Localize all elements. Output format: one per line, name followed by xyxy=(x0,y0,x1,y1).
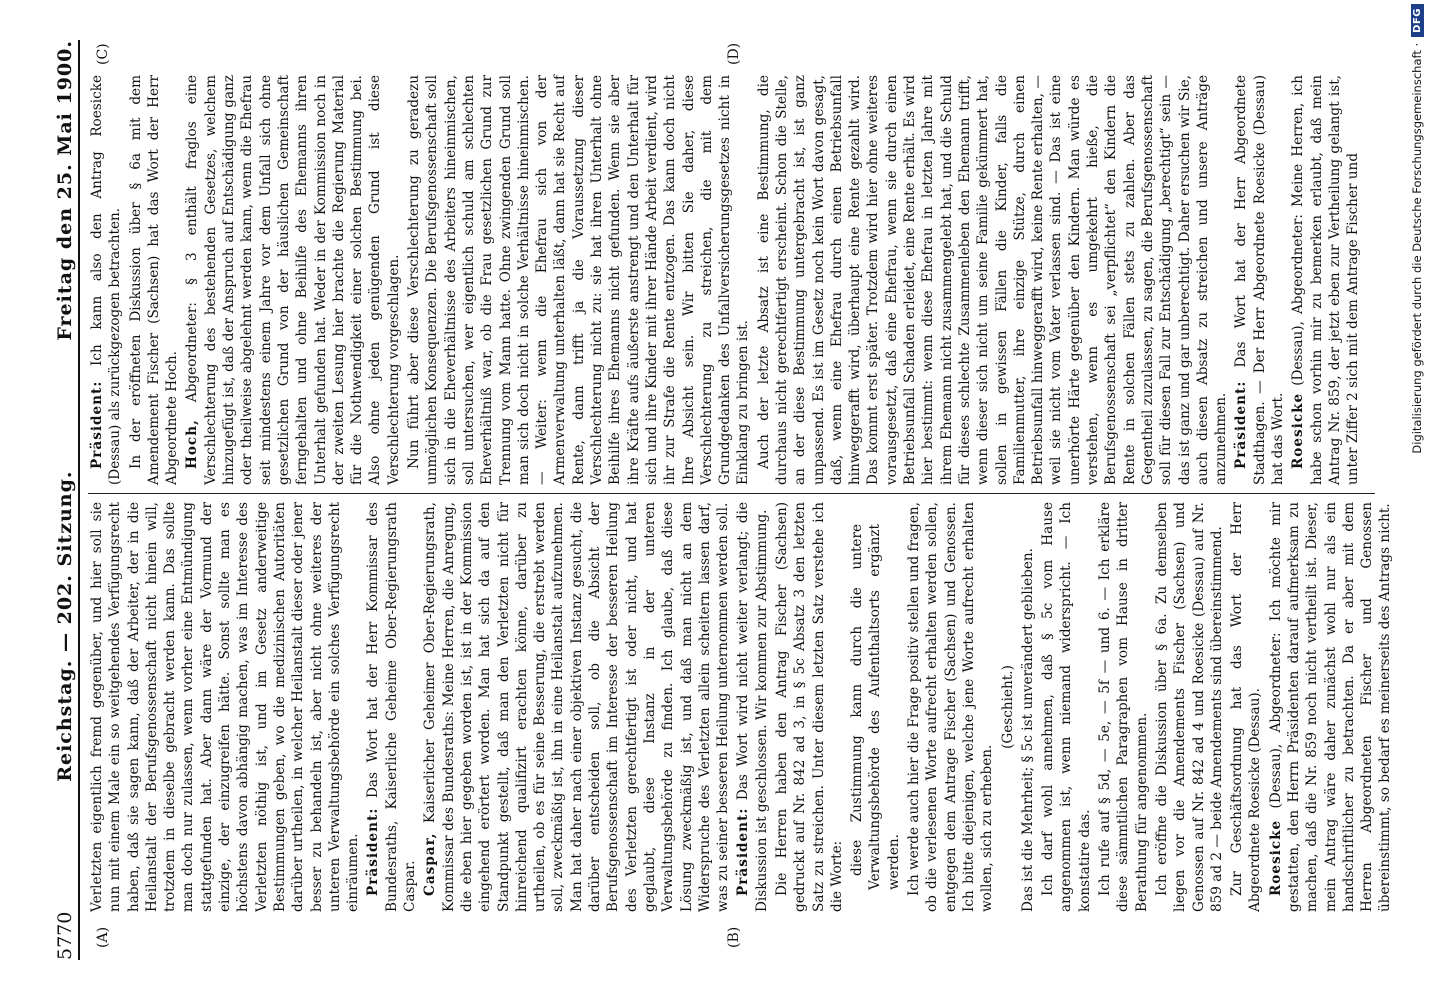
paragraph-text: Das ist die Mehrheit; § 5c ist unverändert geblieben. xyxy=(1019,548,1036,912)
paragraph xyxy=(364,502,419,912)
paragraph xyxy=(1039,502,1094,912)
right-text-column xyxy=(88,75,1375,485)
paragraph-text: (Dessau), Abgeordneter: Meine Herren, ich habe schon vorhin mir zu bemerken erlaubt, daß mein Antrag Nr. 859, der jetzt eben zur Vertheilung gelangt ist, unter Ziffer 2 sich mit dem Antrage Fischer und xyxy=(1290,75,1362,485)
session-title: Reichstag. — 202. Sitzung. xyxy=(54,470,76,782)
paragraph xyxy=(88,502,362,912)
paragraph xyxy=(1019,502,1037,912)
margin-marker-d: (D) xyxy=(726,42,742,65)
speaker-name: Caspar, xyxy=(422,832,439,896)
speaker-name: Präsident: xyxy=(1233,380,1250,469)
paragraph xyxy=(999,502,1017,912)
paragraph xyxy=(1096,502,1151,912)
speaker-name: Roesicke xyxy=(1290,392,1307,469)
paragraph xyxy=(1153,502,1226,912)
paragraph xyxy=(88,75,125,485)
paragraph-text: Auch der letzte Absatz ist eine Bestimmung, die durchaus nicht gerechtfertigt erscheint. Schon die Stelle, an der diese Bestimmung untergebracht ist, ist ganz unpassend. Es ist im Gesetz noch kein Wort davon gesagt, daß, wenn eine Ehefrau durch einen Betriebsunfall hinweggerafft wird, überhaupt eine Rente gezahlt wird. Das kommt erst später. Trotzdem wird hier ohne weiteres vorausgesetzt, daß eine Ehefrau, wenn sie durch einen Betriebsunfall Schaden erleidet, eine Rente erhält. Es wird hier bestimmt: wenn diese Ehefrau in letzten Jahre mit ihrem Ehemann nicht zusammengelebt hat, und die Schuld für dieses schlechte Zusammenleben den Ehemann trifft, wenn dieser sich nicht um seine Familie gekümmert hat, sollen in gewissen Fällen die Kinder, falls die Familienmutter, ihre einzige Stütze, durch einen Betriebsunfall hinweggerafft wird, keine Rente erhalten, — weil sie nicht vom Vater verlassen sind. — Das ist eine unerhörte Härte gegenüber den Kindern. Man würde es verstehen, wenn es umgekehrt hieße, die Berufsgenossenschaft sei „verpflichtet“ den Kindern die Rente in solchen Fällen stets zu zahlen. Aber das Gegentheil zuzulassen, zu sagen, die Berufsgenossenschaft soll für diesen Fall zur Entschädigung „berechtigt“ sein — das ist ganz und gar unberechtigt. Daher ersuchen wir Sie, auch diesen Absatz zu streichen und unsere Anträge anzunehmen. xyxy=(755,75,1230,485)
paragraph-text: Nun führt aber diese Verschlechterung zu geradezu unmöglichen Konsequenzen. Die Berufsgenossenschaft soll sich in die Eheverhältnisse des Arbeiters hineinmischen, soll untersuchen, wer eigentlich schuld am schlechten Eheverhältniß war, ob die Frau gesetzlichen Grund zur Trennung vom Mann hatte. Ohne zwingenden Grund soll man sich doch nicht in solche Verhältnisse hineinmischen. — Weiter: wenn die Ehefrau sich von der Armenverwaltung unterhalten läßt, dann hat sie Recht auf Rente, dann trifft ja die Voraussetzung dieser Verschlechterung nicht zu: sie hat ihren Unterhalt ohne Beihilfe ihres Ehemanns nicht gefunden. Wenn sie aber ihre Kräfte aufs äußerste anstrengt und den Unterhalt für sich und ihre Kinder mit ihrer Hände Arbeit verdient, wird ihr zur Strafe die Rente entzogen. Das kann doch nicht Ihre Absicht sein. Wir bitten Sie daher, diese Verschlechterung zu streichen, die mit dem Grundgedanken des Unfallversicherungsgesetzes nicht in Einklang zu bringen ist. xyxy=(406,75,752,485)
paragraph-text: (Dessau), Abgeordneter: Ich möchte mir gestatten, den Herrn Präsidenten darauf aufmerksam zu machen, daß die Nr. 859 noch nicht vertheilt ist. Dieser, mein Antrag wäre daher zunächst wohl nur als ein handschriftlicher zu betrachten. Da er aber mit dem Herren Abgeordneten Fischer und Genossen übereinstimmt, so bedarf es meinerseits des Antrags nicht. xyxy=(1267,502,1394,912)
paragraph-text: Das Wort hat der Herr Abgeordnete Stadthagen. — Der Herr Abgeordnete Roesicke (Dessau) hat das Wort. xyxy=(1233,75,1286,485)
paragraph xyxy=(1289,75,1362,485)
left-text-column xyxy=(88,502,1394,912)
paragraph xyxy=(1228,502,1265,912)
paragraph-text: Kaiserlicher Geheimer Ober-Regierungsrath, Kommissar des Bundesraths: Meine Herren, die Anregung, die eben hier gegeben worden ist, ist in der Kommission eingehend erörtert worden. Man hat sich da auf den Standpunkt gestellt, daß man den Verletzten nicht für hinreichend qualifizirt erachten könne, darüber zu urtheilen, ob es für seine Besserung, die erstrebt werden soll, zweckmäßig ist, ihn in eine Heilanstalt aufzunehmen. Man hat daher nach einer objektiven Instanz gesucht, die darüber entscheiden soll, ob die Absicht der Berufsgenossenschaft im Interesse der besseren Heilung des Verletzten gerechtfertigt ist oder nicht, und hat geglaubt, diese Instanz in der unteren Verwaltungsbehörde zu finden. Ich glaube, daß diese Lösung zweckmäßig ist, und daß man nicht an dem Widerspruche des Verletzten allein scheitern lassen darf, was zu seiner besseren Heilung unternommen werden soll. xyxy=(422,502,732,912)
paragraph-text: Abgeordneter: § 3 enthält fraglos eine Verschlechterung des bestehenden Gesetzes, welchem hinzugefügt ist, daß der Anspruch auf Entschädigung ganz oder theilweise abgelehnt werden kann, wenn die Ehefrau seit mindestens einem Jahre vor dem Unfall sich ohne gesetzlichen Grund von der häuslichen Gemeinschaft ferngehalten und ohne Beihilfe des Ehemanns ihren Unterhalt gefunden hat. Weder in der Kommission noch in der zweiten Lesung hier brachte die Regierung Material für die Nothwendigkeit einer solchen Bestimmung bei. Also ohne jeden genügenden Grund ist diese Verschlechterung vorgeschlagen. xyxy=(184,75,402,485)
digitization-credit xyxy=(1400,0,1434,1000)
paragraph xyxy=(755,75,1231,485)
column-divider xyxy=(88,493,1375,494)
paragraph-text: In der eröffneten Diskussion über § 6a mit dem Amendement Fischer (Sachsen) hat das Wort der Herr Abgeordnete Hoch. xyxy=(127,75,181,485)
paragraph-text: Das Wort wird nicht weiter verlangt; die Diskussion ist geschlossen. Wir kommen zur Abstimmung. xyxy=(735,502,770,912)
paragraph-text: Ich darf wohl annehmen, daß § 5c vom Hause angenommen ist, wenn niemand widerspricht. — Ich konstatire das. xyxy=(1040,502,1093,912)
paragraph-text: Ich rufe auf § 5d, — 5e, — 5f — und 6. — Ich erkläre diese sämmtlichen Paragraphen vom Hause in dritter Berathung für angenommen. xyxy=(1097,502,1150,912)
credit-text: Digitalisierung gefördert durch die Deutsche Forschungsgemeinschaft · xyxy=(1410,42,1424,454)
paragraph xyxy=(183,75,403,485)
paragraph xyxy=(127,75,182,485)
paragraph-text: Ich eröffne die Diskussion über § 6a. Zu demselben liegen vor die Amendements Fischer (Sachsen) und Genossen auf Nr. 842 ad 4 und Roesicke (Dessau) auf Nr. 859 ad 2 — beide Amendements sind übereinstimmend. xyxy=(1153,502,1225,912)
paragraph xyxy=(1267,502,1395,912)
page-header xyxy=(52,40,80,960)
paragraph xyxy=(421,502,732,912)
page-number: 5770 xyxy=(54,911,76,960)
paragraph xyxy=(773,502,846,912)
paragraph xyxy=(905,502,996,912)
dfg-logo: DFG xyxy=(1411,4,1424,37)
paragraph-text: Verletzten eigentlich fremd gegenüber, und hier soll sie nun mit einem Male ein so weitgehendes Verfügungsrecht haben, daß sie sagen kann, daß der Arbeiter, der in die Heilanstalt der Berufsgenossenschaft nicht hinein will, trotzdem in dieselbe gebracht werden kann. Das sollte man doch nur zulassen, wenn vorher eine Entmündigung stattgefunden hat. Aber dann wäre der Vormund der einzige, der einzugreifen hätte. Sonst sollte man es höchstens davon abhängig machen, was im Interesse des Verletzten nöthig ist, und im Gesetz anderweitige Bestimmungen geben, wo die medizinischen Autoritäten darüber urtheilen, in welcher Heilanstalt dieser oder jener besser zu behandeln ist, aber nicht ohne weiteres der unteren Verwaltungsbehörde ein solches Verfügungsrecht einräumen. xyxy=(89,502,362,912)
paragraph xyxy=(848,524,903,890)
paragraph-text: Die Herren haben den Antrag Fischer (Sachsen) gedruckt auf Nr. 842 ad 3, in § 5c Absatz 3 den letzten Satz zu streichen. Unter diesem letzten Satz verstehe ich die Worte: xyxy=(773,502,845,912)
speaker-name: Roesicke xyxy=(1267,819,1284,896)
session-date: Freitag den 25. Mai 1900. xyxy=(54,40,76,341)
paragraph-text: (Geschieht.) xyxy=(999,665,1016,749)
margin-marker-b: (B) xyxy=(726,926,742,948)
paragraph xyxy=(1232,75,1287,485)
margin-marker-c: (C) xyxy=(95,43,111,65)
paragraph-text: Zur Geschäftsordnung hat das Wort der Herr Abgeordnete Roesicke (Dessau). xyxy=(1229,502,1264,912)
paragraph-text: Ich werde auch hier die Frage positiv stellen und fragen, ob die verlesenen Worte aufrecht erhalten werden sollen, entgegen dem Antrage Fischer (Sachsen) und Genossen. Ich bitte diejenigen, welche jene Worte aufrecht erhalten wollen, sich zu erheben. xyxy=(906,502,996,912)
paragraph-text: Ich kann also den Antrag Roesicke (Dessau) als zurückgezogen betrachten. xyxy=(89,75,124,485)
paragraph xyxy=(405,75,753,485)
paragraph-text: diese Zustimmung kann durch die untere Verwaltungsbehörde des Aufenthaltsorts ergänzt werden. xyxy=(849,524,902,890)
paragraph-text: Das Wort hat der Herr Kommissar des Bundesraths, Kaiserliche Geheime Ober-Regierungsrath Caspar. xyxy=(365,502,419,912)
margin-marker-a: (A) xyxy=(95,926,111,948)
paragraph xyxy=(734,502,771,912)
speaker-name: Hoch, xyxy=(184,419,201,469)
speaker-name: Präsident: xyxy=(735,807,752,896)
speaker-name: Präsident: xyxy=(89,380,105,469)
speaker-name: Präsident: xyxy=(365,807,382,896)
